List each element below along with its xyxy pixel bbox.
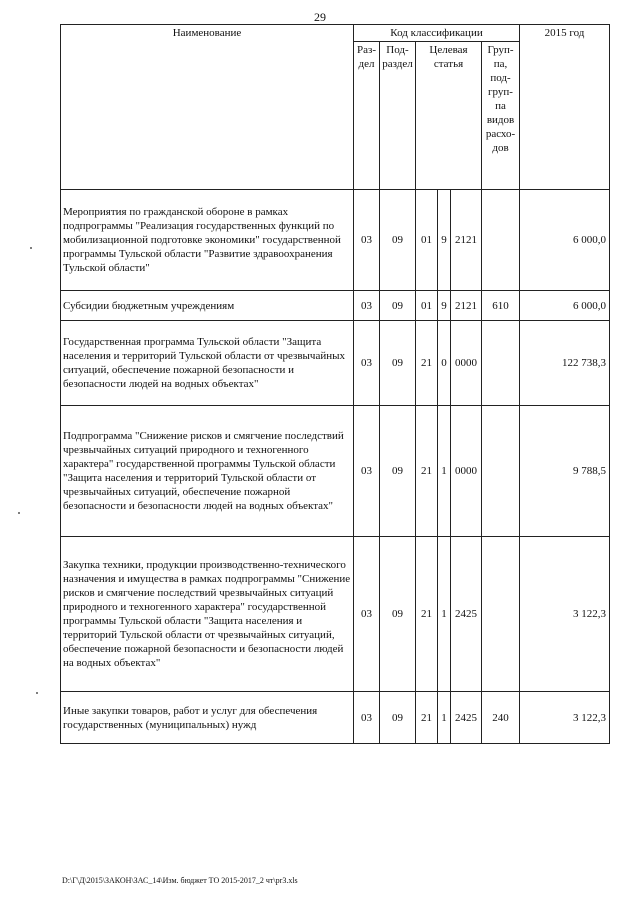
header-tselevaya-statya: Целевая статья (416, 42, 482, 190)
row-amount: 122 738,3 (520, 321, 610, 406)
row-ts2: 1 (438, 406, 451, 537)
header-year: 2015 год (520, 25, 610, 190)
row-ts1: 01 (416, 190, 438, 291)
row-razdel: 03 (354, 537, 380, 692)
header-razdel: Раз- дел (354, 42, 380, 190)
row-amount: 6 000,0 (520, 190, 610, 291)
row-ts3: 2425 (451, 537, 482, 692)
row-name: Закупка техники, продукции производственно-технического назначения и имущества в рамках подпрограммы "Снижение рисков и смягчение последствий чрезвычайных ситуаций природного и техногенного характера" государственной программы Тульской области "Защита населения и территорий Тульской области от чрезвычайных ситуаций, обеспечение пожарной безопасности и безопасности людей на водных объектах" (61, 537, 354, 692)
page-number: 29 (314, 10, 326, 24)
row-name: Мероприятия по гражданской обороне в рамках подпрограммы "Реализация государственных функций по мобилизационной подготовке экономики" государственной программы Тульской области "Развитие здравоохранения Тульской области" (61, 190, 354, 291)
row-ts3: 0000 (451, 321, 482, 406)
row-vid: 610 (482, 291, 520, 321)
row-vid (482, 406, 520, 537)
row-ts1: 01 (416, 291, 438, 321)
row-vid (482, 190, 520, 291)
row-amount: 9 788,5 (520, 406, 610, 537)
row-amount: 3 122,3 (520, 537, 610, 692)
table-row (61, 190, 610, 291)
row-amount: 3 122,3 (520, 692, 610, 744)
row-ts1: 21 (416, 537, 438, 692)
header-name: Наименование (61, 25, 354, 190)
row-ts3: 2121 (451, 291, 482, 321)
table-row (61, 291, 610, 321)
row-ts2: 9 (438, 291, 451, 321)
row-podrazdel: 09 (380, 537, 416, 692)
row-razdel: 03 (354, 321, 380, 406)
row-razdel: 03 (354, 190, 380, 291)
row-name: Подпрограмма "Снижение рисков и смягчение последствий чрезвычайных ситуаций природного и техногенного характера" государственной программы Тульской области "Защита населения и территорий Тульской области от чрезвычайных ситуаций, обеспечение пожарной безопасности и безопасности людей на водных объектах" (61, 406, 354, 537)
row-ts3: 2121 (451, 190, 482, 291)
row-razdel: 03 (354, 291, 380, 321)
row-vid (482, 321, 520, 406)
footer-file-path: D:\Г\Д\2015\ЗАКОН\ЗАС_14\Изм. бюджет ТО 2015-2017_2 чт\pr3.xls (62, 876, 298, 885)
row-ts1: 21 (416, 321, 438, 406)
table-row (61, 692, 610, 744)
header-podrazdel: Под- раздел (380, 42, 416, 190)
row-ts1: 21 (416, 692, 438, 744)
scan-speck (30, 247, 32, 249)
header-classification: Код классификации (354, 25, 520, 42)
header-gruppa: Груп- па, под- груп- па видов расхо- дов (482, 42, 520, 190)
row-razdel: 03 (354, 692, 380, 744)
budget-table (60, 24, 610, 744)
row-podrazdel: 09 (380, 321, 416, 406)
table-row (61, 321, 610, 406)
scan-speck (36, 692, 38, 694)
row-ts2: 9 (438, 190, 451, 291)
row-vid (482, 537, 520, 692)
table-row (61, 406, 610, 537)
row-razdel: 03 (354, 406, 380, 537)
row-ts1: 21 (416, 406, 438, 537)
table-row (61, 537, 610, 692)
row-podrazdel: 09 (380, 291, 416, 321)
row-ts2: 1 (438, 692, 451, 744)
row-podrazdel: 09 (380, 406, 416, 537)
row-amount: 6 000,0 (520, 291, 610, 321)
row-ts3: 0000 (451, 406, 482, 537)
row-name: Государственная программа Тульской области "Защита населения и территорий Тульской области от чрезвычайных ситуаций, обеспечение пожарной безопасности и безопасности людей на водных объектах" (61, 321, 354, 406)
row-ts2: 1 (438, 537, 451, 692)
row-name: Субсидии бюджетным учреждениям (61, 291, 354, 321)
row-name: Иные закупки товаров, работ и услуг для обеспечения государственных (муниципальных) нужд (61, 692, 354, 744)
row-podrazdel: 09 (380, 190, 416, 291)
scan-speck (18, 512, 20, 514)
row-podrazdel: 09 (380, 692, 416, 744)
row-ts2: 0 (438, 321, 451, 406)
row-vid: 240 (482, 692, 520, 744)
row-ts3: 2425 (451, 692, 482, 744)
